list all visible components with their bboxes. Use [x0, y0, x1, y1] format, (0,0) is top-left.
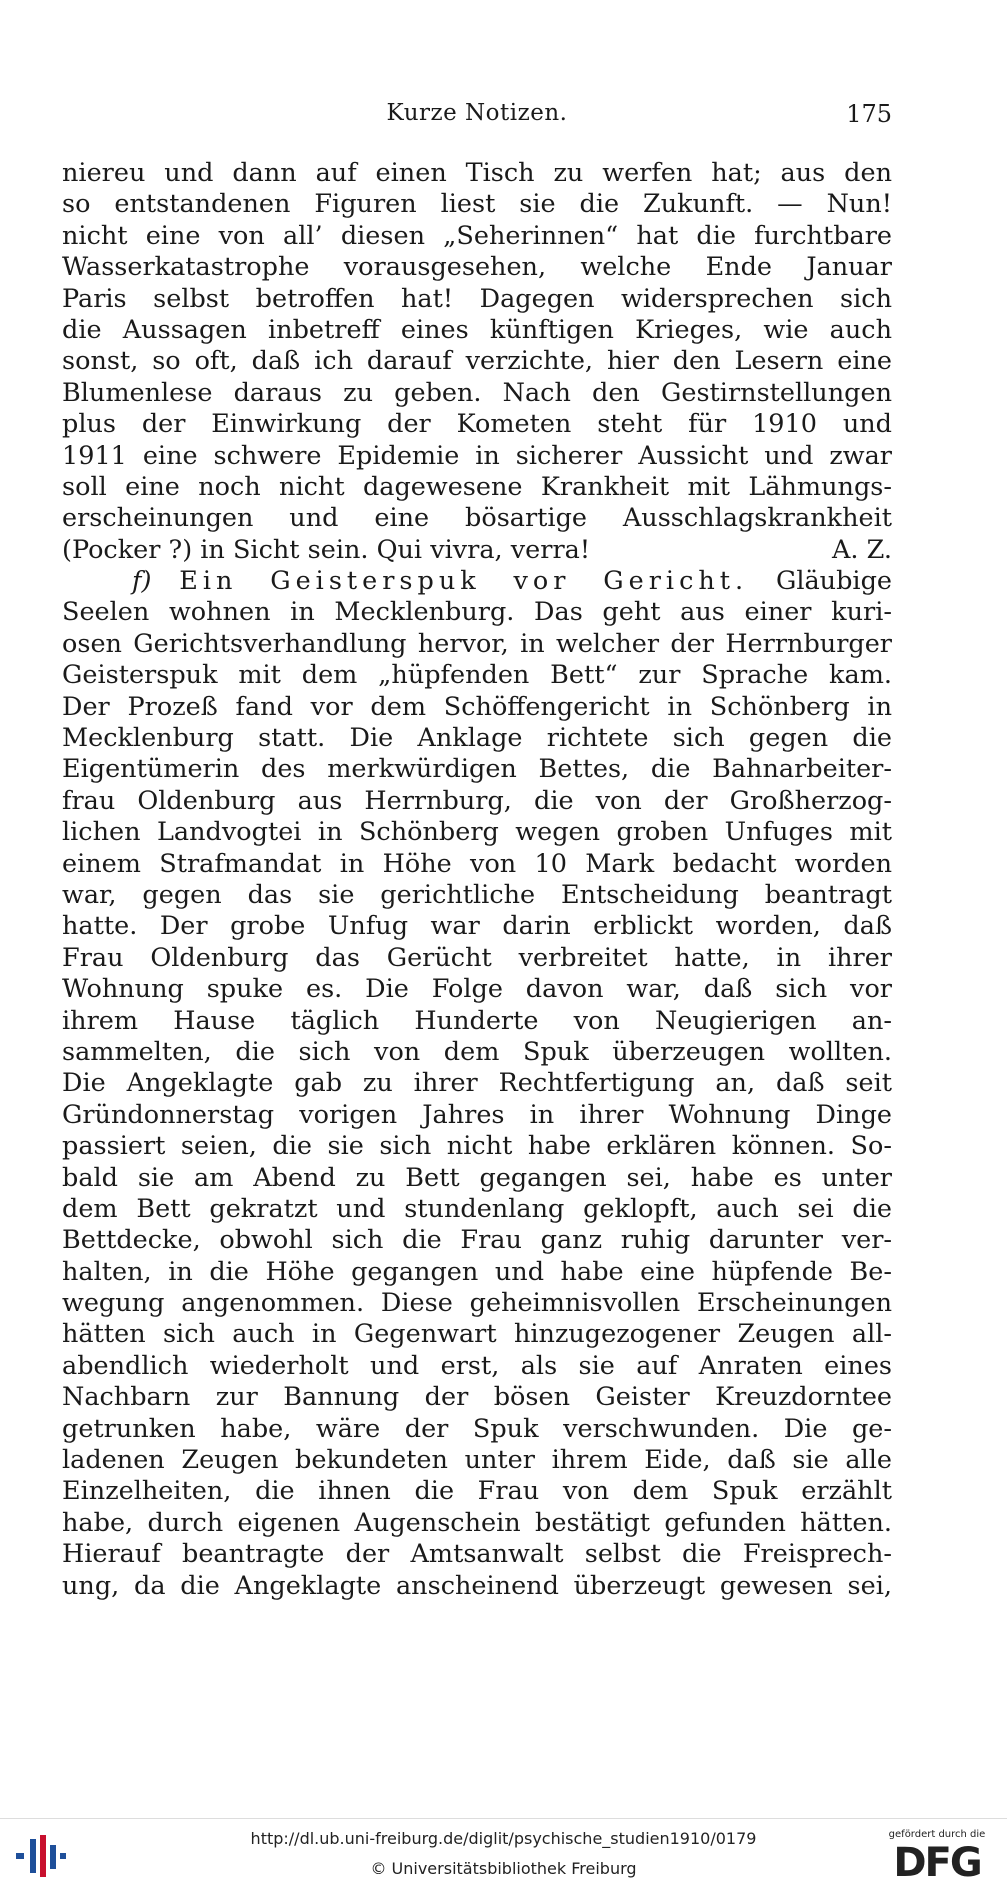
dfg-funding-label: gefördert durch die: [888, 1829, 986, 1840]
text-line: Mecklenburg statt. Die Anklage richtete sich gegen die: [62, 723, 892, 754]
text-line: Wohnung spuke es. Die Folge davon war, daß sich vor: [62, 974, 892, 1005]
text-line: einem Strafmandat in Höhe von 10 Mark bedacht worden: [62, 848, 892, 879]
text-line: ladenen Zeugen bekundeten unter ihrem Eide, daß sie alle: [62, 1445, 892, 1476]
text-line: frau Oldenburg aus Herrnburg, die von der Großherzog-: [62, 785, 892, 816]
copyright-notice: © Universitätsbibliothek Freiburg: [370, 1859, 637, 1878]
page-header: [62, 100, 892, 140]
text-line: niereu und dann auf einen Tisch zu werfen hat; aus den: [62, 158, 892, 188]
dfg-logo-icon: [881, 1829, 993, 1889]
text-line: passiert seien, die sie sich nicht habe erklären können. So-: [62, 1131, 892, 1162]
text-line: Die Angeklagte gab zu ihrer Rechtfertigung an, daß seit: [62, 1068, 892, 1099]
section-heading: Ein Geisterspuk vor Gericht.: [179, 566, 749, 597]
text-line: Seelen wohnen in Mecklenburg. Das geht aus einer kuri-: [62, 597, 892, 628]
author-signature: A. Z.: [831, 534, 892, 565]
text-line: soll eine noch nicht dagewesene Krankheit mit Lähmungs-: [62, 471, 892, 502]
text-line: Einzelheiten, die ihnen die Frau von dem Spuk erzählt: [62, 1476, 892, 1507]
text-line: Blumenlese daraus zu geben. Nach den Gestirnstellungen: [62, 377, 892, 408]
text-line: plus der Einwirkung der Kometen steht für 1910 und: [62, 409, 892, 440]
text-line: getrunken habe, wäre der Spuk verschwunden. Die ge-: [62, 1413, 892, 1444]
running-title: Kurze Notizen.: [386, 100, 568, 126]
closing-text: (Pocker ?) in Sicht sein. Qui vivra, verra!: [62, 534, 591, 565]
text-line: war, gegen das sie gerichtliche Entscheidung beantragt: [62, 879, 892, 910]
document-url-link[interactable]: http://dl.ub.uni-freiburg.de/diglit/psychische_studien1910/0179: [250, 1829, 757, 1848]
text-line: Gründonnerstag vorigen Jahres in ihrer Wohnung Dinge: [62, 1099, 892, 1130]
text-line: sonst, so oft, daß ich darauf verzichte, hier den Lesern eine: [62, 346, 892, 377]
text-line: ihrem Hause täglich Hunderte von Neugierigen an-: [62, 1005, 892, 1036]
footer-bar: [0, 1818, 1007, 1893]
text-line: Paris selbst betroffen hat! Dagegen widersprechen sich: [62, 283, 892, 314]
text-line: nicht eine von all’ diesen „Seherinnen“ hat die furchtbare: [62, 220, 892, 251]
text-line: Nachbarn zur Bannung der bösen Geister Kreuzdorntee: [62, 1382, 892, 1413]
text-line: osen Gerichtsverhandlung hervor, in welcher der Herrnburger: [62, 628, 892, 659]
text-line: ung, da die Angeklagte anscheinend überzeugt gewesen sei,: [62, 1570, 892, 1601]
text-line: Frau Oldenburg das Gerücht verbreitet hatte, in ihrer: [62, 942, 892, 973]
text-line: dem Bett gekratzt und stundenlang geklopft, auch sei die: [62, 1193, 892, 1224]
text-line: wegung angenommen. Diese geheimnisvollen Erscheinungen: [62, 1288, 892, 1319]
body-text: [62, 158, 892, 1602]
section-heading-line: [62, 566, 892, 597]
text-line: hatte. Der grobe Unfug war darin erblickt worden, daß: [62, 911, 892, 942]
text-line: Geisterspuk mit dem „hüpfenden Bett“ zur Sprache kam.: [62, 660, 892, 691]
text-line: Hierauf beantragte der Amtsanwalt selbst die Freisprech-: [62, 1539, 892, 1570]
section-heading-continuation: Gläubige: [775, 566, 892, 597]
text-line: so entstandenen Figuren liest sie die Zukunft. — Nun!: [62, 189, 892, 220]
text-line: 1911 eine schwere Epidemie in sicherer Aussicht und zwar: [62, 440, 892, 471]
text-line: Der Prozeß fand vor dem Schöffengericht in Schönberg in: [62, 691, 892, 722]
document-url[interactable]: [0, 1829, 1007, 1848]
section-label: f): [132, 566, 152, 597]
text-line: lichen Landvogtei in Schönberg wegen groben Unfuges mit: [62, 817, 892, 848]
text-line: Eigentümerin des merkwürdigen Bettes, die Bahnarbeiter-: [62, 754, 892, 785]
text-line: bald sie am Abend zu Bett gegangen sei, habe es unter: [62, 1162, 892, 1193]
page-number: 175: [846, 100, 892, 128]
text-line: abendlich wiederholt und erst, als sie auf Anraten eines: [62, 1350, 892, 1381]
dfg-wordmark: DFG: [893, 1840, 981, 1886]
text-line: erscheinungen und eine bösartige Ausschlagskrankheit: [62, 503, 892, 534]
text-line: Bettdecke, obwohl sich die Frau ganz ruhig darunter ver-: [62, 1225, 892, 1256]
text-line: hätten sich auch in Gegenwart hinzugezogener Zeugen all-: [62, 1319, 892, 1350]
text-line: Wasserkatastrophe vorausgesehen, welche Ende Januar: [62, 252, 892, 283]
signature-line: [62, 535, 892, 566]
text-line: habe, durch eigenen Augenschein bestätigt gefunden hätten.: [62, 1507, 892, 1538]
text-line: halten, in die Höhe gegangen und habe eine hüpfende Be-: [62, 1256, 892, 1287]
text-line: die Aussagen inbetreff eines künftigen Krieges, wie auch: [62, 314, 892, 345]
text-line: sammelten, die sich von dem Spuk überzeugen wollten.: [62, 1036, 892, 1067]
